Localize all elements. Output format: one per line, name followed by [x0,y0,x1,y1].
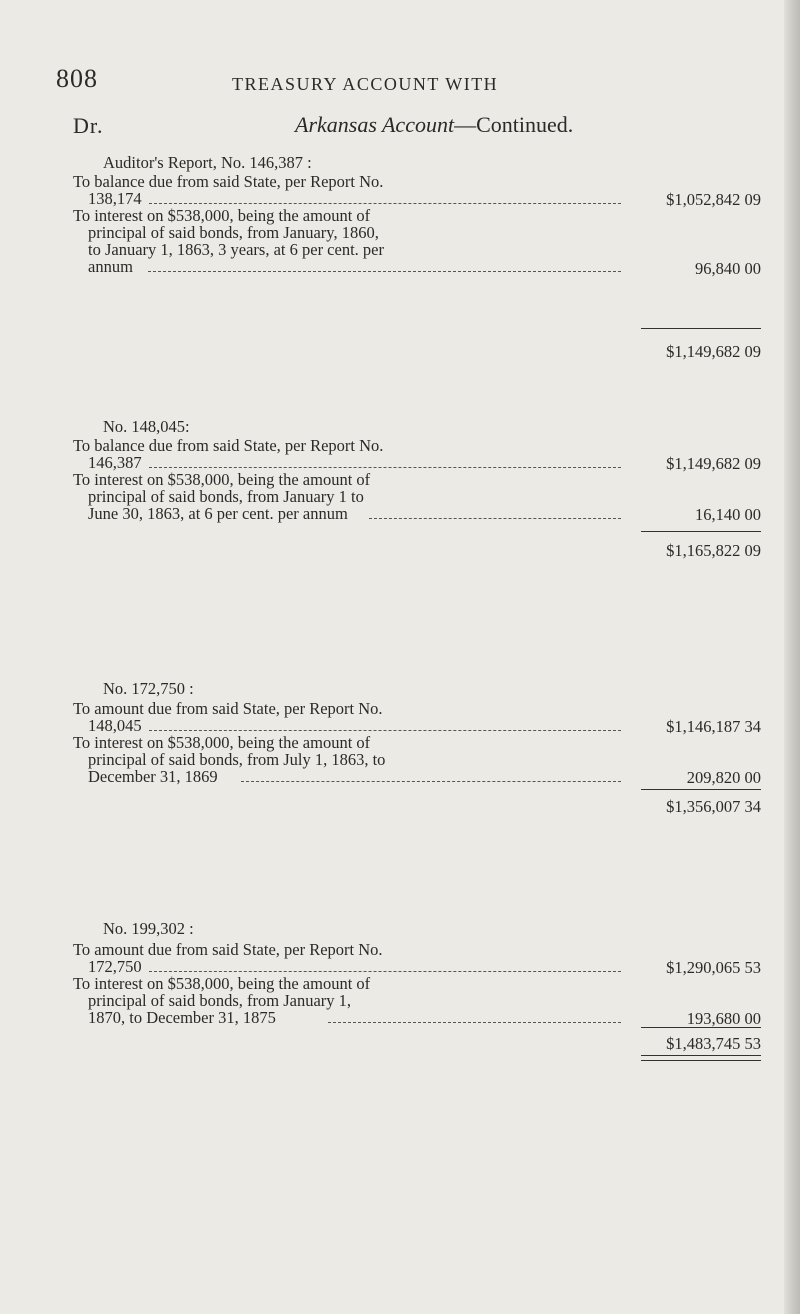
final-double-rule [641,1055,761,1061]
sum-rule [641,328,761,329]
entry-line: To interest on $538,000, being the amount of [73,733,371,752]
report-section-3 [73,680,773,900]
entry-line: To amount due from said State, per Report No. [73,940,383,959]
leader-dots [369,518,621,519]
entry-line: annum [88,257,133,276]
entry-amount: 193,680 00 [686,1009,761,1028]
section-total: $1,165,822 09 [666,541,761,560]
account-title [295,112,573,138]
entry-line: 172,750 [88,957,142,976]
continued-label: —Continued. [454,112,574,137]
report-section-4 [73,920,773,1080]
entry-line: To balance due from said State, per Report No. [73,172,384,191]
entry-line: June 30, 1863, at 6 per cent. per annum [88,504,348,523]
leader-dots [328,1022,621,1023]
section-total: $1,149,682 09 [666,342,761,361]
entry-amount: 96,840 00 [695,259,761,278]
sum-rule [641,1027,761,1028]
leader-dots [241,781,621,782]
section-heading: No. 199,302 : [103,919,194,938]
report-section-2 [73,418,773,638]
entry-line: To interest on $538,000, being the amount of [73,206,371,225]
page-edge [784,0,800,1314]
section-total: $1,483,745 53 [666,1034,761,1053]
entry-amount: $1,290,065 53 [666,958,761,977]
sum-rule [641,531,761,532]
entry-line: To interest on $538,000, being the amount of [73,470,371,489]
entry-line: To interest on $538,000, being the amount of [73,974,371,993]
entry-line: principal of said bonds, from January 1 to [88,487,364,506]
entry-line: 138,174 [88,189,142,208]
section-heading: Auditor's Report, No. 146,387 : [103,153,312,172]
section-total: $1,356,007 34 [666,797,761,816]
entry-line: to January 1, 1863, 3 years, at 6 per cent. per [88,240,384,259]
entry-line: principal of said bonds, from January, 1860, [88,223,379,242]
report-section-1 [73,154,773,374]
section-heading: No. 148,045: [103,417,190,436]
entry-line: To amount due from said State, per Report No. [73,699,383,718]
entry-amount: 209,820 00 [686,768,761,787]
entry-line: December 31, 1869 [88,767,218,786]
entry-amount: $1,149,682 09 [666,454,761,473]
entry-line: principal of said bonds, from January 1, [88,991,352,1010]
running-head: TREASURY ACCOUNT WITH [232,74,499,94]
leader-dots [149,203,621,204]
page-number: 808 [56,64,98,93]
entry-line: principal of said bonds, from July 1, 1863, to [88,750,386,769]
account-name: Arkansas Account [295,112,455,137]
sum-rule [641,789,761,790]
entry-line: 146,387 [88,453,142,472]
entry-amount: $1,146,187 34 [666,717,761,736]
leader-dots [149,467,621,468]
debit-label: Dr. [73,113,104,138]
entry-line: To balance due from said State, per Report No. [73,436,384,455]
entry-amount: $1,052,842 09 [666,190,761,209]
leader-dots [148,271,621,272]
leader-dots [149,730,621,731]
leader-dots [149,971,621,972]
entry-amount: 16,140 00 [695,505,761,524]
entry-line: 148,045 [88,716,142,735]
entry-line: 1870, to December 31, 1875 [88,1008,276,1027]
section-heading: No. 172,750 : [103,679,194,698]
